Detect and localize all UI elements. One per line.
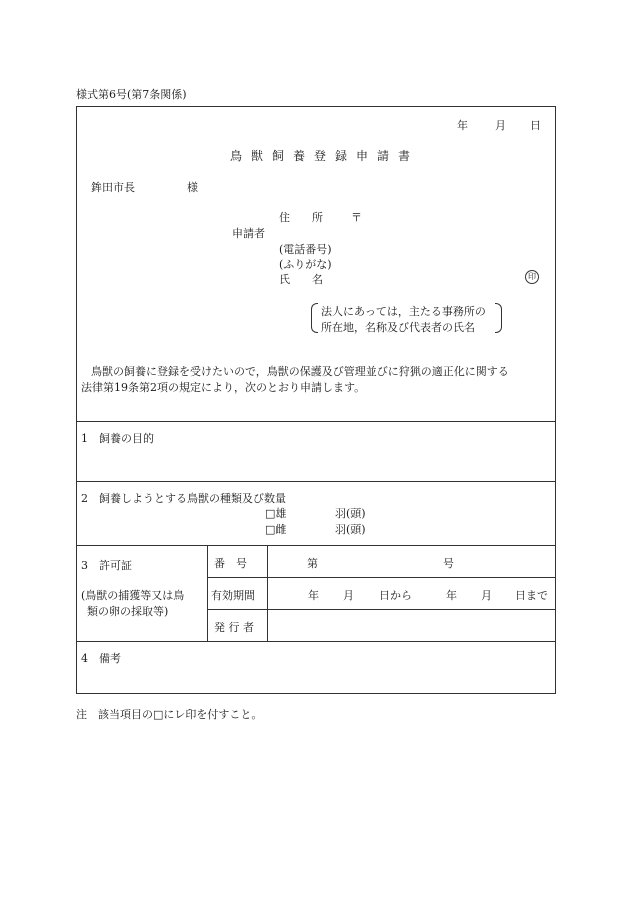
- section-permit-label: 3 許可証: [81, 559, 132, 572]
- permit-note-line2: 類の卵の採取等): [87, 605, 169, 618]
- divider: [77, 421, 555, 422]
- furigana-label: (ふりがな): [279, 258, 332, 271]
- validity-from-year: 年: [308, 589, 319, 602]
- female-count-unit: 羽(頭): [335, 523, 366, 536]
- postal-mark: 〒: [351, 211, 362, 224]
- permit-number-suffix: 号: [443, 557, 454, 570]
- issuer-label: 発 行 者: [214, 621, 254, 634]
- male-checkbox[interactable]: □雄: [265, 507, 287, 520]
- footnote: 注 該当項目の□にレ印を付すこと。: [76, 708, 263, 721]
- addressee-mayor: 鉾田市長: [91, 181, 135, 194]
- application-form: [76, 106, 556, 694]
- validity-to-month: 月: [481, 589, 492, 602]
- form-number: 様式第6号(第7条関係): [76, 88, 187, 101]
- validity-to-day: 日まで: [515, 589, 548, 602]
- divider: [77, 545, 555, 546]
- validity-from-day: 日から: [379, 589, 412, 602]
- divider: [207, 545, 208, 641]
- date-year: 年: [457, 119, 468, 132]
- corp-note-line2: 所在地，名称及び代表者の氏名: [321, 321, 475, 334]
- validity-from-month: 月: [343, 589, 354, 602]
- divider: [267, 545, 268, 641]
- permit-number-prefix: 第: [307, 557, 318, 570]
- section-remarks-label: 4 備考: [81, 652, 121, 665]
- statement-line2: 法律第19条第2項の規定により，次のとおり申請します。: [81, 381, 366, 394]
- name-label: 氏 名: [279, 273, 323, 286]
- divider: [77, 481, 555, 482]
- corp-note-line1: 法人にあっては，主たる事務所の: [321, 305, 486, 318]
- validity-to-year: 年: [446, 589, 457, 602]
- validity-label: 有効期間: [211, 589, 255, 602]
- seal-icon: 印: [525, 270, 539, 284]
- divider: [207, 577, 555, 578]
- statement-line1: 鳥獣の飼養に登録を受けたいので，鳥獣の保護及び管理並びに狩猟の適正化に関する: [91, 365, 509, 378]
- form-title: 鳥獣飼養登録申請書: [230, 149, 420, 163]
- section-species-label: 2 飼養しようとする鳥獣の種類及び数量: [81, 492, 286, 505]
- bracket-left-icon: [311, 303, 318, 333]
- divider: [77, 641, 555, 642]
- addressee-honorific: 様: [187, 181, 198, 194]
- permit-note-line1: (鳥獣の捕獲等又は鳥: [81, 589, 185, 602]
- female-checkbox[interactable]: □雌: [265, 523, 287, 536]
- permit-number-label: 番 号: [214, 557, 247, 570]
- address-label: 住 所: [279, 211, 323, 224]
- divider: [207, 609, 555, 610]
- date-month: 月: [495, 119, 506, 132]
- phone-label: (電話番号): [279, 243, 332, 256]
- bracket-right-icon: [495, 303, 502, 333]
- male-count-unit: 羽(頭): [335, 507, 366, 520]
- section-purpose-label: 1 飼養の目的: [81, 432, 154, 445]
- date-day: 日: [530, 119, 541, 132]
- applicant-label: 申請者: [232, 227, 265, 240]
